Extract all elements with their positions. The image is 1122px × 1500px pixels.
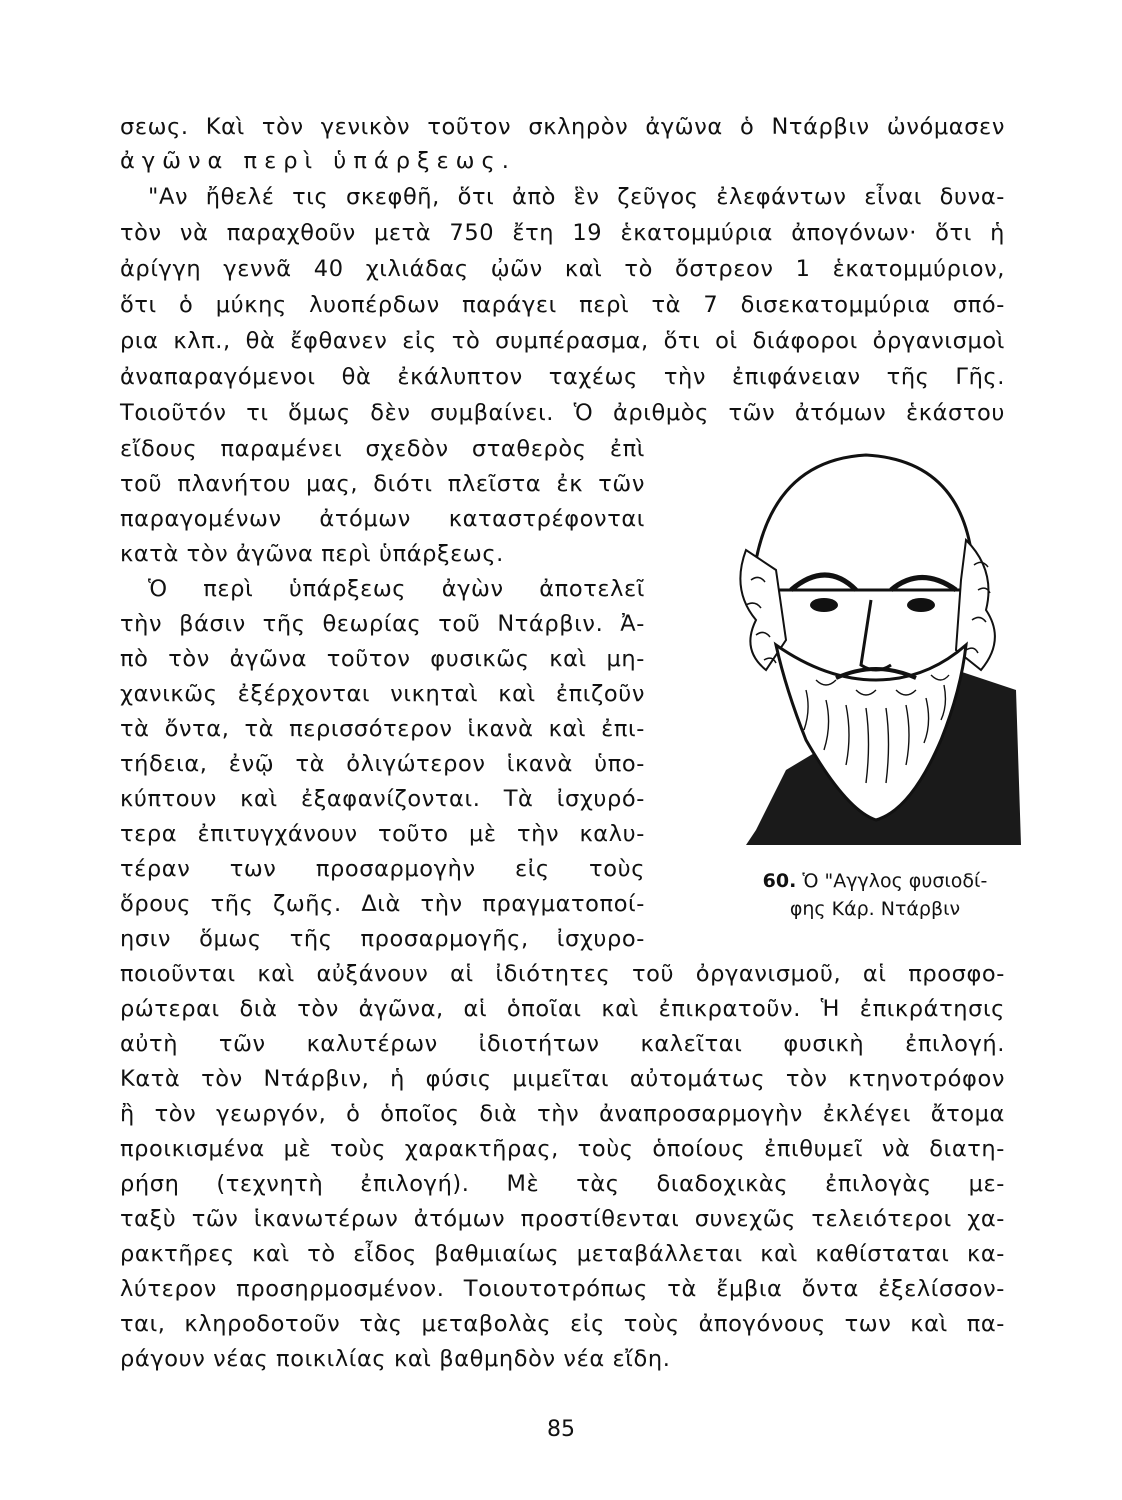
text-line: Κατὰ τὸν Ντάρβιν, ἡ φύσις μιμεῖται αὐτομάτως τὸν κτηνοτρόφον [120, 1066, 1005, 1092]
page-number: 85 [547, 1417, 575, 1442]
figure-caption [725, 867, 1025, 923]
text-line: ὅρους τῆς ζωῆς. Διὰ τὴν πραγματοποί- [120, 891, 645, 917]
figure-caption-line: φης Κάρ. Ντάρβιν [789, 898, 961, 920]
text-line: σεως. Καὶ τὸν γενικὸν τοῦτον σκληρὸν ἀγῶνα ὁ Ντάρβιν ὠνόμασεν [120, 114, 1005, 140]
text-line: ὅτι ὁ μύκης λυοπέρδων παράγει περὶ τὰ 7 δισεκατομμύρια σπό- [120, 292, 1005, 318]
text-line: ρήση (τεχνητὴ ἐπιλογή). Μὲ τὰς διαδοχικὰς ἐπιλογὰς με- [120, 1171, 1005, 1197]
text-line: τήδεια, ἐνῷ τὰ ὀλιγώτερον ἱκανὰ ὑπο- [120, 751, 645, 777]
text-line: ἢ τὸν γεωργόν, ὁ ὁποῖος διὰ τὴν ἀναπροσαρμογὴν ἐκλέγει ἄτομα [120, 1101, 1005, 1127]
text-line: ἀρίγγη γεννᾶ 40 χιλιάδας ᾠῶν καὶ τὸ ὄστρεον 1 ἑκατομμύριον, [120, 256, 1005, 282]
figure-caption-line: Ὁ "Αγγλος φυσιοδί- [802, 870, 988, 892]
text-line: ται, κληροδοτοῦν τὰς μεταβολὰς εἰς τοὺς ἀπογόνους των καὶ πα- [120, 1311, 1005, 1337]
text-line: ησιν ὅμως τῆς προσαρμογῆς, ἰσχυρο- [120, 926, 645, 952]
text-line: λύτερον προσηρμοσμένον. Τοιουτοτρόπως τὰ ἔμβια ὄντα ἐξελίσσον- [120, 1276, 1005, 1302]
text-line: τοῦ πλανήτου μας, διότι πλεῖστα ἐκ τῶν [120, 471, 645, 497]
text-line: τὰ ὄντα, τὰ περισσότερον ἱκανὰ καὶ ἐπι- [120, 716, 645, 742]
text-line: ταξὺ τῶν ἱκανωτέρων ἀτόμων προστίθενται συνεχῶς τελειότεροι χα- [120, 1206, 1005, 1232]
text-line: πὸ τὸν ἀγῶνα τοῦτον φυσικῶς καὶ μη- [120, 646, 645, 672]
text-line: χανικῶς ἐξέρχονται νικηταὶ καὶ ἐπιζοῦν [120, 681, 645, 707]
text-line: ρώτεραι διὰ τὸν ἀγῶνα, αἱ ὁποῖαι καὶ ἐπικρατοῦν. Ἡ ἐπικράτησις [120, 996, 1005, 1022]
text-line: κατὰ τὸν ἀγῶνα περὶ ὑπάρξεως. [120, 541, 504, 567]
text-line: ρια κλπ., θὰ ἔφθανεν εἰς τὸ συμπέρασμα, ὅτι οἱ διάφοροι ὀργανισμοὶ [120, 328, 1005, 354]
text-line: Τοιοῦτόν τι ὅμως δὲν συμβαίνει. Ὁ ἀριθμὸς τῶν ἀτόμων ἑκάστου [120, 400, 1005, 426]
text-line: εἴδους παραμένει σχεδὸν σταθερὸς ἐπὶ [120, 436, 645, 462]
text-line: ρακτῆρες καὶ τὸ εἶδος βαθμιαίως μεταβάλλεται καὶ καθίσταται κα- [120, 1241, 1005, 1267]
text-line: αὐτὴ τῶν καλυτέρων ἰδιοτήτων καλεῖται φυσικὴ ἐπιλογή. [120, 1031, 1005, 1057]
text-line: τὴν βάσιν τῆς θεωρίας τοῦ Ντάρβιν. Ἀ- [120, 611, 645, 637]
darwin-portrait-illustration [716, 440, 1021, 845]
text-line: κύπτουν καὶ ἐξαφανίζονται. Τὰ ἰσχυρό- [120, 786, 645, 812]
text-line: τέραν των προσαρμογὴν εἰς τοὺς [120, 856, 645, 882]
text-line: ἀναπαραγόμενοι θὰ ἐκάλυπτον ταχέως τὴν ἐπιφάνειαν τῆς Γῆς. [120, 364, 1005, 390]
text-line: τὸν νὰ παραχθοῦν μετὰ 750 ἔτη 19 ἑκατομμύρια ἀπογόνων· ὅτι ἡ [120, 220, 1005, 246]
text-line: τερα ἐπιτυγχάνουν τοῦτο μὲ τὴν καλυ- [120, 821, 645, 847]
text-line: "Αν ἤθελέ τις σκεφθῆ, ὅτι ἀπὸ ἓν ζεῦγος ἐλεφάντων εἶναι δυνα- [148, 184, 1005, 210]
text-line: προικισμένα μὲ τοὺς χαρακτῆρας, τοὺς ὁποίους ἐπιθυμεῖ νὰ διατη- [120, 1136, 1005, 1162]
text-line-spaced: ἀγῶνα περὶ ὑπάρξεως. [120, 148, 516, 174]
text-line: παραγομένων ἀτόμων καταστρέφονται [120, 506, 645, 532]
text-line: Ὁ περὶ ὑπάρξεως ἀγὼν ἀποτελεῖ [148, 576, 645, 602]
figure-number: 60. [762, 870, 797, 892]
text-line: ποιοῦνται καὶ αὐξάνουν αἱ ἰδιότητες τοῦ ὀργανισμοῦ, αἱ προσφο- [120, 961, 1005, 987]
text-line: ράγουν νέας ποικιλίας καὶ βαθμηδὸν νέα εἴδη. [120, 1346, 671, 1372]
